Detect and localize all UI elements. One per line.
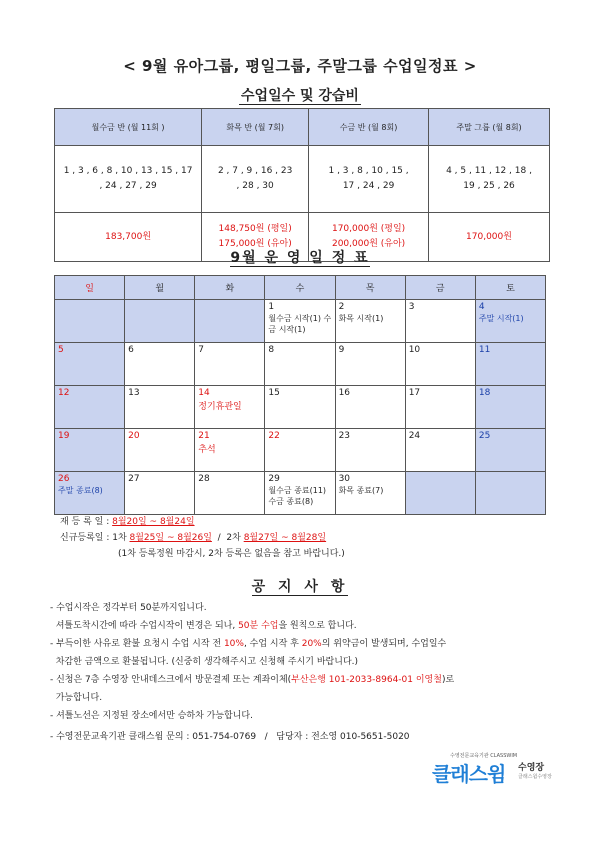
- calendar-day-cell: [475, 429, 545, 472]
- weekday-mon: 월: [125, 276, 195, 300]
- calendar-day-cell: [405, 343, 475, 386]
- calendar-day-number: 2: [338, 302, 345, 312]
- notice-2-red2: 20%: [301, 639, 322, 649]
- calendar-day-number: 13: [128, 388, 140, 398]
- calendar-day-number: 10: [408, 345, 421, 355]
- calendar-day-number: 27: [128, 474, 140, 484]
- calendar-day-cell: [475, 472, 545, 515]
- calendar-day-cell: [475, 300, 545, 343]
- rereg-dates: 8월20일 ~ 8월24일: [112, 517, 195, 527]
- newreg-first: 8월25일 ~ 8월26일: [129, 533, 212, 543]
- calendar-day-cell: [335, 429, 405, 472]
- calendar-day-number: 18: [478, 388, 491, 398]
- calendar-day-number: 25: [478, 431, 491, 441]
- notice-title: [0, 576, 600, 596]
- calendar-day-number: 16: [338, 388, 351, 398]
- classwim-logo: [432, 752, 552, 792]
- calendar-day-cell: [335, 386, 405, 429]
- calendar-day-number: 12: [58, 388, 70, 398]
- calendar-day-cell: [195, 300, 265, 343]
- calendar-day-cell: [55, 343, 125, 386]
- calendar-body: [55, 300, 546, 515]
- calendar-day-cell: [55, 472, 125, 515]
- weekday-sun: 일: [55, 276, 125, 300]
- calendar-day-cell: [405, 472, 475, 515]
- calendar-day-number: 29: [268, 474, 280, 484]
- fee-header-tt: 화목 반 (월 7회): [202, 109, 309, 146]
- logo-small-text: 수영전문교육기관 CLASSWIM: [450, 753, 518, 759]
- newreg-label: 신규등록일 : 1차: [60, 533, 130, 543]
- calendar-day-cell: [265, 300, 335, 343]
- weekday-fri: 금: [405, 276, 475, 300]
- newreg-sep: / 2차: [211, 533, 244, 543]
- calendar-day-cell: [125, 343, 195, 386]
- fee-days-mwf: 1 , 3 , 6 , 8 , 10 , 13 , 15 , 17 , 24 , 27 , 29: [55, 146, 202, 213]
- notice-title-text: 공 지 사 항: [251, 579, 349, 595]
- calendar-day-note: 월수금 종료(11) 수금 종료(8): [268, 486, 327, 506]
- calendar-day-number: 14: [198, 388, 210, 398]
- logo-wordmark: 클래스윔: [432, 762, 506, 786]
- calendar-day-cell: [195, 472, 265, 515]
- calendar-day-note: 화목 시작(1): [338, 314, 384, 323]
- calendar-day-number: 21: [198, 431, 210, 441]
- calendar-day-cell: [125, 386, 195, 429]
- notice-3-bank: 부산은행 101-2033-8964-01 이영철: [291, 675, 442, 685]
- calendar-day-cell: [265, 386, 335, 429]
- notice-5: - 수영전문교육기관 클래스윔 문의 : 051-754-0769 / 담당자 : 전소영 010-5651-5020: [50, 732, 410, 742]
- calendar-day-cell: [195, 386, 265, 429]
- notice-list: [50, 600, 560, 747]
- notice-2-red1: 10%: [223, 639, 244, 649]
- weekday-sat: 토: [475, 276, 545, 300]
- notice-2a: [50, 636, 560, 653]
- calendar-weekday-row: [55, 276, 546, 300]
- calendar-day-cell: [405, 386, 475, 429]
- price-tt-weekday: 148,750원 (평일): [218, 224, 292, 234]
- newreg-line: [60, 530, 326, 543]
- calendar-title-text: 9월 운 영 일 정 표: [230, 250, 370, 266]
- calendar-day-number: 3: [408, 302, 415, 312]
- calendar-day-number: 24: [408, 431, 421, 441]
- calendar-day-cell: [265, 343, 335, 386]
- calendar-day-number: 23: [338, 431, 351, 441]
- rereg-line: [60, 514, 195, 527]
- newreg-second: 8월27일 ~ 8월28일: [243, 533, 327, 543]
- calendar-day-cell: [335, 300, 405, 343]
- logo-sub-text: 클래스윔수영장: [518, 774, 552, 780]
- rereg-label: 재 등 록 일 :: [60, 517, 113, 527]
- weekday-thu: 목: [335, 276, 405, 300]
- notice-3a: [50, 672, 560, 689]
- calendar-day-note: 화목 종료(7): [338, 486, 384, 495]
- notice-2c-text: 의 위약금이 발생되며, 수업일수: [321, 639, 447, 649]
- calendar-day-note: 월수금 시작(1) 수금 시작(1): [268, 314, 332, 334]
- weekday-wed: 수: [265, 276, 335, 300]
- notice-2d: 차감한 금액으로 환불됩니다. (신중히 생각해주시고 신청해 주시기 바랍니다.): [50, 657, 359, 667]
- calendar-day-cell: [195, 343, 265, 386]
- calendar-day-number: 15: [268, 388, 280, 398]
- calendar-week-row: [55, 429, 546, 472]
- calendar-week-row: [55, 386, 546, 429]
- notice-3a-text: - 신청은 7층 수영장 안내데스크에서 방문결제 또는 계좌이체(: [50, 675, 292, 685]
- calendar-day-number: 7: [198, 345, 205, 355]
- calendar-day-number: 26: [58, 474, 70, 484]
- calendar-day-cell: [405, 300, 475, 343]
- notice-4: - 셔틀노선은 지정된 장소에서만 승하차 가능합니다.: [50, 711, 253, 721]
- calendar-day-note: 주말 종료(8): [58, 486, 103, 495]
- calendar-title: [0, 247, 600, 267]
- calendar-table: [54, 275, 546, 515]
- calendar-day-number: 30: [338, 474, 351, 484]
- calendar-day-number: 6: [128, 345, 134, 355]
- calendar-week-row: [55, 300, 546, 343]
- calendar-day-cell: [335, 472, 405, 515]
- notice-1b-text: 셔틀도착시간에 따라 수업시작이 변경은 되나,: [50, 621, 239, 631]
- calendar-day-number: 19: [58, 431, 70, 441]
- calendar-day-number: 17: [408, 388, 421, 398]
- calendar-day-cell: [265, 472, 335, 515]
- price-wf-weekday: 170,000원 (평일): [331, 224, 406, 234]
- price-weekend: 170,000원: [466, 231, 512, 242]
- calendar-day-note: 정기휴관일: [198, 402, 242, 412]
- calendar-day-number: 9: [338, 345, 345, 355]
- calendar-day-number: 8: [268, 345, 275, 355]
- calendar-day-cell: [405, 429, 475, 472]
- calendar-day-cell: [55, 386, 125, 429]
- fee-days-tt: 2 , 7 , 9 , 16 , 23 , 28 , 30: [202, 146, 309, 213]
- calendar-day-number: 11: [478, 345, 491, 355]
- calendar-day-cell: [195, 429, 265, 472]
- notice-2a-text: - 부득이한 사유로 환불 요청시 수업 시작 전: [50, 639, 224, 649]
- notice-1a: - 수업시작은 정각부터 50분까지입니다.: [50, 603, 207, 613]
- notice-1b-end: 을 원칙으로 합니다.: [278, 621, 357, 631]
- calendar-day-cell: [125, 429, 195, 472]
- calendar-week-row: [55, 472, 546, 515]
- calendar-day-number: 28: [198, 474, 210, 484]
- calendar-day-note: 주말 시작(1): [478, 314, 524, 323]
- fee-header-mwf: 월수금 반 (월 11회 ): [55, 109, 202, 146]
- fee-days-wf: 1 , 3 , 8 , 10 , 15 , 17 , 24 , 29: [309, 146, 429, 213]
- price-mwf: 183,700원: [105, 231, 152, 242]
- fee-header-weekend: 주말 그룹 (월 8회): [429, 109, 550, 146]
- calendar-day-cell: [265, 429, 335, 472]
- fee-days-weekend: 4 , 5 , 11 , 12 , 18 , 19 , 25 , 26: [429, 146, 550, 213]
- calendar-day-note: 추석: [198, 445, 216, 455]
- fee-days-row: [55, 146, 550, 213]
- fee-table: [54, 108, 550, 262]
- fee-header-row: [55, 109, 550, 146]
- logo-side-text: 수영장: [518, 763, 545, 773]
- calendar-day-cell: [475, 386, 545, 429]
- calendar-day-cell: [125, 472, 195, 515]
- notice-2b-text: , 수업 시작 후: [243, 639, 302, 649]
- calendar-day-number: 20: [128, 431, 140, 441]
- page-title: < 9월 유아그룹, 평일그룹, 주말그룹 수업일정표 >: [123, 57, 477, 75]
- notice-3c: 가능합니다.: [50, 693, 103, 703]
- calendar-day-cell: [55, 429, 125, 472]
- calendar-week-row: [55, 343, 546, 386]
- reg-note: (1차 등록정원 마감시, 2차 등록은 없음을 참고 바랍니다.): [118, 549, 345, 559]
- price-wf-kids: 200,000원 (유아): [331, 239, 406, 249]
- calendar-day-cell: [335, 343, 405, 386]
- notice-3b-text: )로: [441, 675, 455, 685]
- calendar-day-cell: [475, 343, 545, 386]
- weekday-tue: 화: [195, 276, 265, 300]
- calendar-day-cell: [125, 300, 195, 343]
- calendar-day-number: 22: [268, 431, 280, 441]
- fee-header-wf: 수금 반 (월 8회): [309, 109, 429, 146]
- notice-1b-red: 50분 수업: [238, 621, 279, 631]
- calendar-day-number: 5: [58, 345, 64, 355]
- calendar-day-cell: [55, 300, 125, 343]
- notice-1b: [50, 618, 560, 635]
- calendar-day-number: 4: [478, 302, 485, 312]
- fee-table-title: [0, 85, 600, 105]
- price-tt-kids: 175,000원 (유아): [218, 239, 292, 249]
- fee-table-title-text: 수업일수 및 강습비: [241, 88, 359, 104]
- calendar-day-number: 1: [268, 302, 275, 312]
